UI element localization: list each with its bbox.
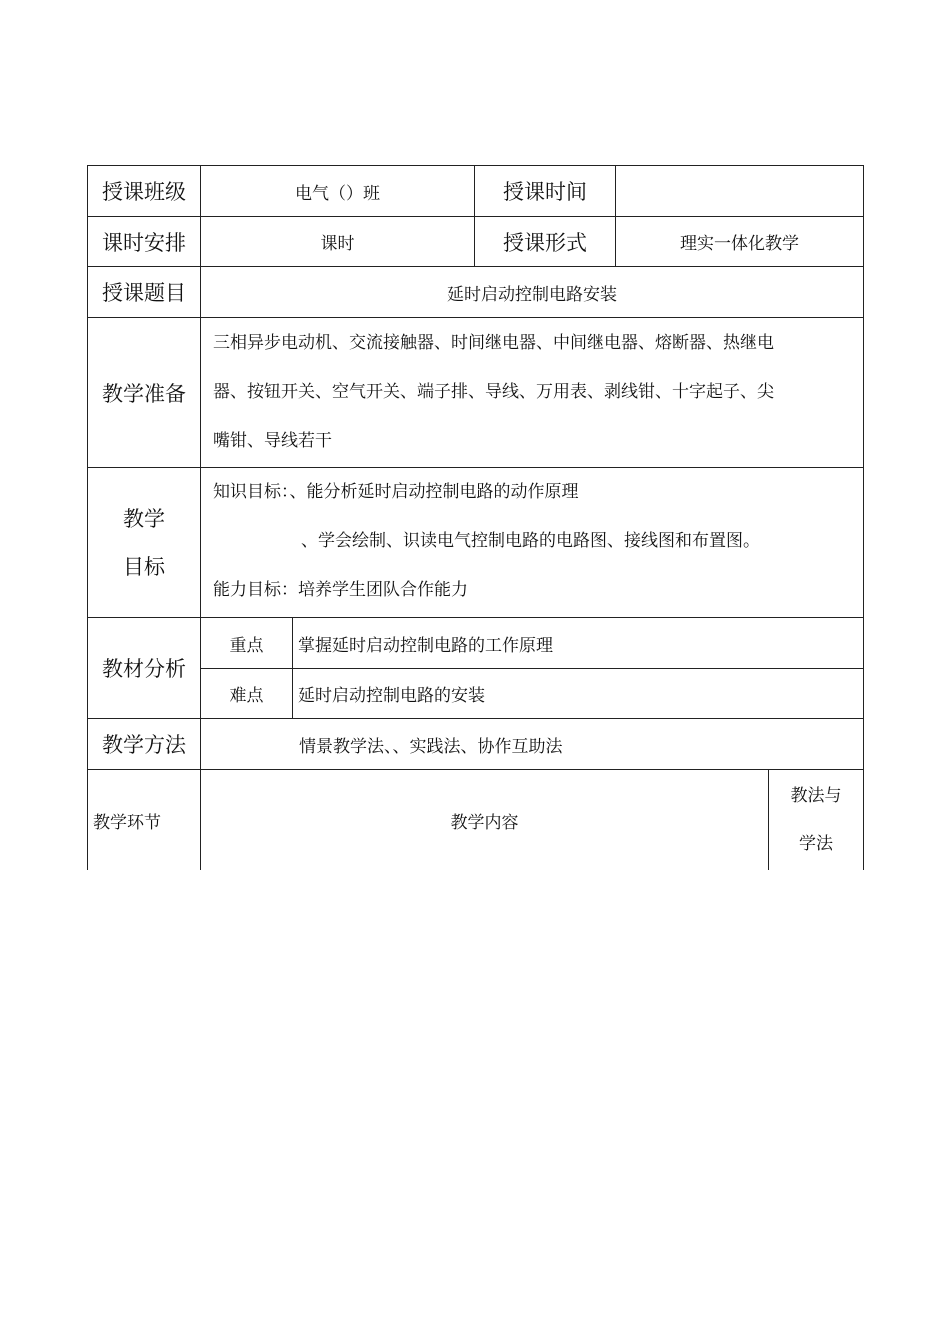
method-header [769, 770, 863, 870]
goals-label [88, 468, 200, 617]
lesson-plan-table [87, 165, 864, 870]
prep-line: 三相异步电动机、交流接触器、时间继电器、中间继电器、熔断器、热继电 [213, 333, 774, 353]
column-divider [292, 617, 293, 718]
prep-line: 器、按钮开关、空气开关、端子排、导线、万用表、剥线钳、十字起子、尖 [213, 382, 774, 402]
key-point-value: 掌握延时启动控制电路的工作原理 [298, 635, 553, 656]
goals-label-line: 教学 [123, 506, 165, 531]
prep-label: 教学准备 [102, 381, 186, 406]
knowledge-goal-2: 、学会绘制、识读电气控制电路的电路图、接线图和布置图。 [301, 531, 760, 551]
class-value: 电气（）班 [295, 183, 380, 204]
goals-content [213, 468, 861, 617]
hours-label: 课时安排 [102, 230, 186, 255]
key-point-label: 重点 [229, 635, 264, 656]
topic-label: 授课题目 [102, 281, 186, 305]
class-label: 授课班级 [102, 180, 186, 204]
time-value [616, 166, 863, 216]
goals-label-line: 目标 [123, 554, 165, 579]
difficulty-label: 难点 [229, 686, 264, 706]
time-label: 授课时间 [503, 180, 587, 204]
process-label: 教学环节 [93, 812, 161, 833]
method-value: 情景教学法、、实践法、协作互助法 [299, 736, 563, 757]
method-header-line: 教法与 [790, 786, 842, 806]
form-value: 理实一体化教学 [680, 234, 799, 254]
knowledge-goal: 知识目标：、能分析延时启动控制电路的动作原理 [213, 482, 579, 502]
hours-value: 课时 [320, 234, 355, 254]
content-header: 教学内容 [450, 812, 519, 833]
method-label: 教学方法 [102, 733, 186, 757]
method-header-line: 学法 [799, 834, 833, 854]
analysis-label: 教材分析 [102, 657, 186, 681]
table-border-right [863, 165, 864, 870]
prep-line: 嘴钳、导线若干 [213, 431, 332, 451]
ability-goal: 能力目标：培养学生团队合作能力 [213, 580, 468, 600]
prep-content [213, 318, 861, 467]
form-label: 授课形式 [503, 230, 587, 255]
topic-value: 延时启动控制电路安装 [447, 284, 617, 305]
difficulty-value: 延时启动控制电路的安装 [298, 686, 485, 706]
